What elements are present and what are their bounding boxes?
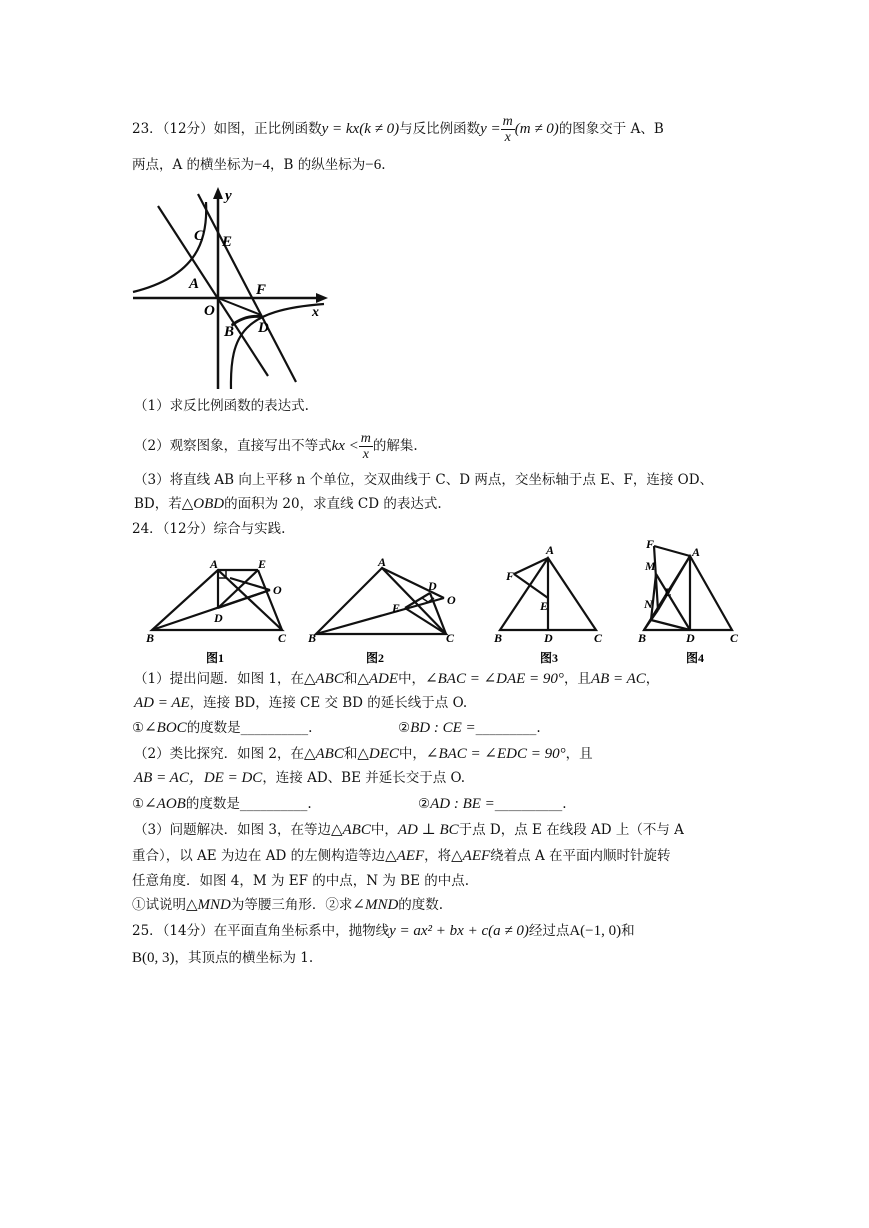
svg-text:B: B	[638, 631, 647, 645]
q24-part3-line4: ①试说明△MND为等腰三角形．②求∠MND的度数.	[132, 897, 444, 913]
label-y: y	[225, 188, 232, 204]
svg-text:A: A	[546, 543, 555, 557]
svg-text:O: O	[447, 593, 456, 607]
q23-sub3-line2: BD，若△OBD的面积为 20，求直线 CD 的表达式.	[134, 496, 442, 512]
answer-blank-1: 的度数是__________.	[186, 720, 313, 736]
q24-part2-answers: ①∠AOB的度数是__________.	[132, 796, 312, 812]
svg-text:M: M	[645, 559, 656, 573]
answer-blank-2: _________.	[475, 720, 541, 736]
svg-text:B: B	[308, 631, 317, 645]
q24-part2-answer2: ②AD : BE =__________.	[418, 796, 567, 812]
q24-part2-line2: AB = AC，DE = DC，连接 AD、BE 并延长交于点 O.	[134, 770, 466, 786]
q24-part3-line1: （3）问题解决．如图 3，在等边△ABC中，AD ⊥ BC于点 D，点 E 在线段 AD 上（不与 A	[134, 822, 684, 838]
q23-figure	[128, 184, 338, 394]
fraction-m-over-x: $\frac{m}{x}$	[502, 114, 513, 145]
q24-part3-line3: 任意角度．如图 4，M 为 EF 的中点，N 为 BE 的中点.	[132, 873, 470, 889]
label-C: C	[194, 228, 205, 244]
q23-sub2: （2）观察图象，直接写出不等式kx < $\frac{m}{x}$ 的解集.	[134, 431, 418, 462]
label-F: F	[256, 282, 267, 298]
q24-part1-line2: AD = AE，连接 BD，连接 CE 交 BD 的延长线于点 O.	[134, 695, 468, 711]
q25-line2: B(0, 3)，其顶点的横坐标为 1.	[132, 950, 314, 966]
label-A: A	[189, 276, 200, 292]
svg-text:C: C	[446, 631, 455, 645]
svg-text:B: B	[146, 631, 155, 645]
label-E: E	[222, 234, 233, 250]
svg-text:N: N	[644, 597, 653, 611]
answer-blank-3: 的度数是__________.	[185, 796, 312, 812]
svg-text:D: D	[214, 611, 223, 625]
label-D: D	[258, 320, 269, 336]
svg-text:E: E	[392, 601, 401, 615]
svg-text:A: A	[378, 555, 387, 569]
svg-text:D: D	[544, 631, 553, 645]
q23-sub1: （1）求反比例函数的表达式.	[134, 398, 309, 414]
svg-text:O: O	[273, 583, 282, 597]
svg-text:C: C	[730, 631, 739, 645]
svg-text:D: D	[686, 631, 695, 645]
svg-text:A: A	[210, 557, 219, 571]
fig3-caption: 图3	[540, 651, 559, 665]
formula-direct-proportion: y = kx(k ≠ 0)	[321, 121, 400, 137]
fig3	[500, 558, 596, 630]
q24-part3-line2: 重合），以 AE 为边在 AD 的左侧构造等边△AEF，将△AEF绕着点 A 在平面内顺时针旋转	[132, 848, 671, 864]
svg-text:E: E	[664, 585, 673, 599]
fig2-caption: 图2	[366, 651, 385, 665]
fig4-caption: 图4	[686, 651, 705, 665]
q23-line1: 23．（12分）如图，正比例函数y = kx(k ≠ 0)与反比例函数y = $\frac{m}{x}$ (m ≠ 0)的图象交于 A、B	[132, 114, 664, 145]
q24-figures	[130, 538, 762, 668]
fig2	[316, 568, 446, 634]
label-O: O	[204, 303, 215, 319]
fig1-caption: 图1	[206, 651, 225, 665]
svg-text:A: A	[692, 545, 701, 559]
svg-text:C: C	[278, 631, 287, 645]
q24-title: 24．（12分）综合与实践.	[132, 521, 286, 537]
svg-text:E: E	[258, 557, 267, 571]
svg-text:B: B	[494, 631, 503, 645]
answer-blank-4: __________.	[494, 796, 567, 812]
q24-part1-line1: （1）提出问题．如图 1，在△ABC和△ADE中，∠BAC = ∠DAE = 90°，且AB = AC，	[134, 671, 660, 687]
svg-text:F: F	[646, 538, 655, 551]
svg-text:C: C	[594, 631, 603, 645]
svg-text:D: D	[428, 579, 437, 593]
q24-part2-line1: （2）类比探究．如图 2，在△ABC和△DEC中，∠BAC = ∠EDC = 90°，且	[134, 746, 593, 762]
label-B: B	[224, 324, 235, 340]
svg-text:E: E	[540, 599, 549, 613]
q24-part1-answer2: ②BD : CE =_________.	[398, 720, 541, 736]
q23-sub3-line1: （3）将直线 AB 向上平移 n 个单位，交双曲线于 C、D 两点，交坐标轴于点 E、F，连接 OD、	[134, 472, 714, 488]
q24-part1-answers: ①∠BOC的度数是__________.	[132, 720, 313, 736]
svg-text:F: F	[506, 569, 515, 583]
q25-line1: 25．（14分）在平面直角坐标系中，抛物线y = ax² + bx + c(a ≠ 0)经过点A(−1, 0)和	[132, 923, 635, 939]
fig4	[644, 546, 732, 630]
label-x: x	[312, 305, 319, 320]
q23-line2: 两点，A 的横坐标为−4，B 的纵坐标为−6.	[132, 157, 386, 173]
